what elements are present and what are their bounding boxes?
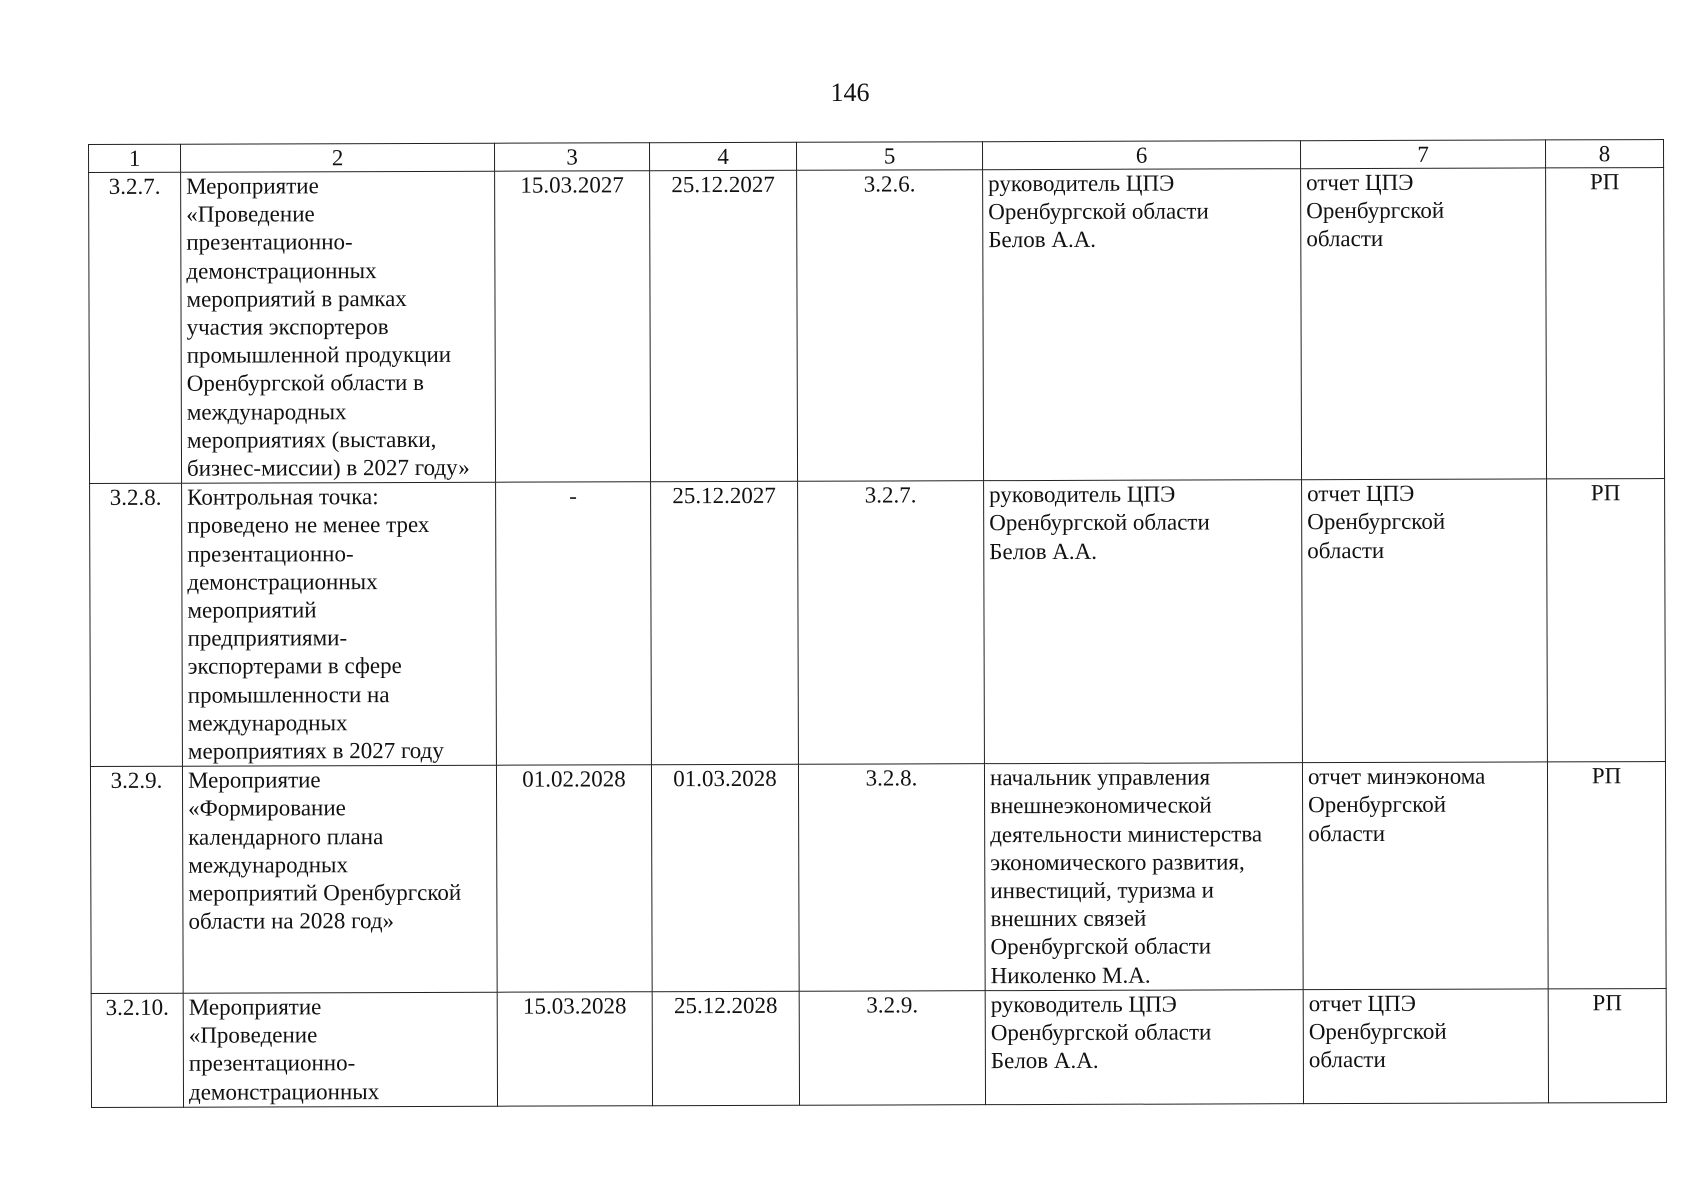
- responsible: руководитель ЦПЭ Оренбургской области Белов А.А.: [984, 480, 1303, 764]
- predecessor: 3.2.9.: [799, 991, 985, 1105]
- end-date: 25.12.2027: [650, 170, 798, 482]
- predecessor: 3.2.8.: [798, 764, 985, 991]
- activity-name: Контрольная точка: проведено не менее трех презентационно- демонстрационных мероприятий предприятиями- экспортерами в сфере промышленности на международных мероприятиях в 2027 году: [182, 482, 497, 766]
- result-document: отчет ЦПЭ Оренбургской области: [1301, 168, 1547, 480]
- table-row: [90, 479, 1666, 767]
- table-row: [89, 168, 1665, 484]
- control-level: РП: [1546, 168, 1665, 480]
- header-col-2: 2: [181, 143, 495, 172]
- header-col-5: 5: [796, 142, 982, 171]
- responsible: руководитель ЦПЭ Оренбургской области Белов А.А.: [985, 990, 1303, 1105]
- table-row: [91, 988, 1666, 1107]
- row-number: 3.2.8.: [90, 483, 183, 766]
- activity-name: Мероприятие «Проведение презентационно- демонстрационных: [183, 992, 497, 1107]
- header-col-3: 3: [494, 143, 649, 171]
- start-date: 15.03.2028: [497, 992, 652, 1106]
- page-number: 146: [830, 78, 870, 107]
- end-date: 01.03.2028: [651, 765, 799, 992]
- start-date: -: [496, 482, 652, 766]
- start-date: 01.02.2028: [496, 765, 652, 992]
- table-row: [90, 762, 1666, 994]
- activity-name: Мероприятие «Формирование календарного плана международных мероприятий Оренбургской области на 2028 год»: [182, 765, 497, 993]
- plan-table: [88, 139, 1667, 1108]
- control-level: РП: [1547, 762, 1666, 989]
- result-document: отчет минэконома Оренбургской области: [1302, 762, 1548, 989]
- header-col-4: 4: [649, 142, 796, 170]
- control-level: РП: [1548, 988, 1666, 1102]
- predecessor: 3.2.6.: [797, 170, 984, 482]
- predecessor: 3.2.7.: [798, 481, 985, 765]
- header-col-6: 6: [982, 141, 1300, 170]
- result-document: отчет ЦПЭ Оренбургской области: [1302, 479, 1548, 763]
- table-header-row: [89, 140, 1664, 173]
- header-col-8: 8: [1545, 140, 1663, 168]
- responsible: начальник управления внешнеэкономической деятельности министерства экономического развития, инвестиций, туризма и внешних связей Оренбургской области Николенко М.А.: [984, 763, 1303, 991]
- responsible: руководитель ЦПЭ Оренбургской области Белов А.А.: [983, 169, 1302, 481]
- row-number: 3.2.10.: [91, 993, 183, 1107]
- result-document: отчет ЦПЭ Оренбургской области: [1303, 989, 1548, 1104]
- header-col-1: 1: [89, 144, 181, 172]
- row-number: 3.2.7.: [89, 172, 182, 484]
- control-level: РП: [1547, 479, 1666, 762]
- start-date: 15.03.2027: [495, 171, 651, 483]
- row-number: 3.2.9.: [90, 766, 183, 993]
- end-date: 25.12.2027: [651, 482, 799, 765]
- activity-name: Мероприятие «Проведение презентационно- демонстрационных мероприятий в рамках участия экспортеров промышленной продукции Оренбургской области в международных мероприятиях (выставки, бизнес-миссии) в 2027 году»: [181, 171, 496, 483]
- end-date: 25.12.2028: [652, 991, 799, 1105]
- header-col-7: 7: [1300, 140, 1545, 169]
